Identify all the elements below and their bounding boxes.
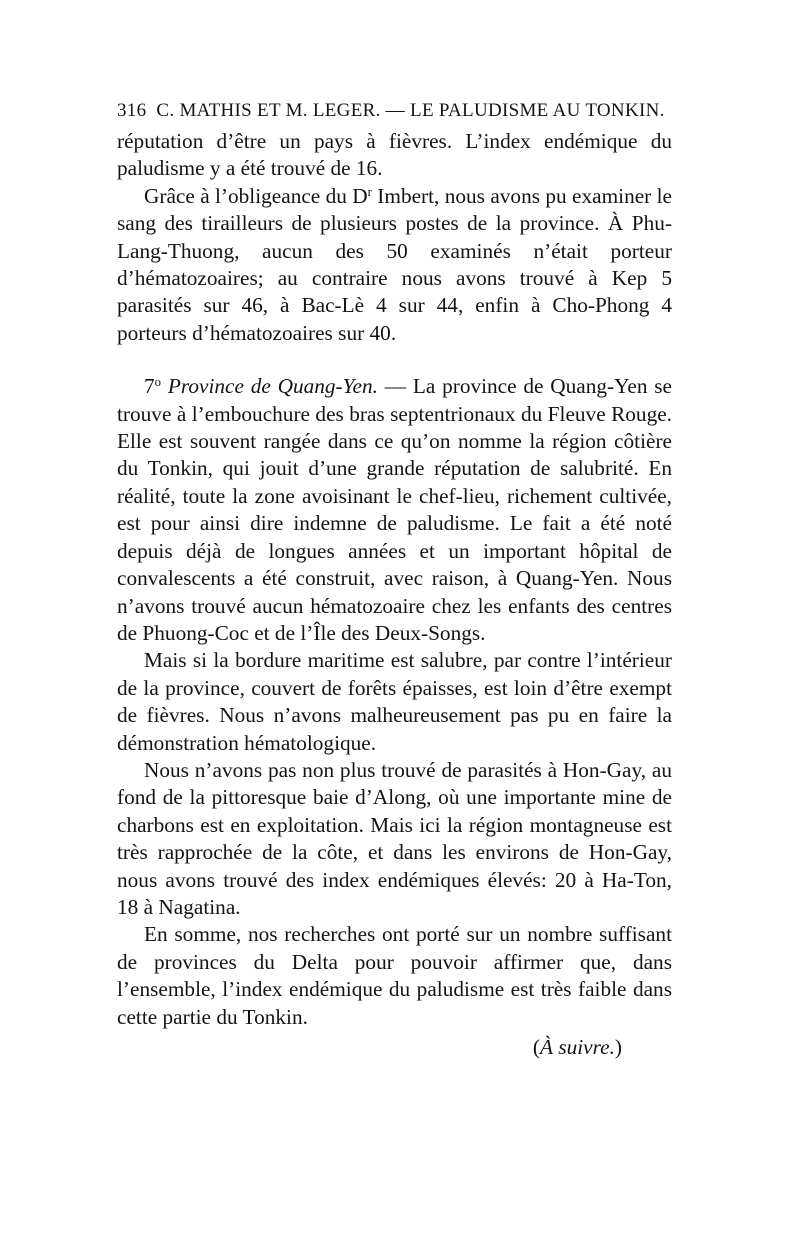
to-be-continued [117,1034,672,1061]
section-quang-yen [117,373,672,647]
paragraph-4 [117,647,672,757]
section-text: — La province de Quang-Yen se trouve à l’embouchure des bras septentrionaux du Fleuve Rouge. Elle est souvent rangée dans ce qu’on nomme la région côtière du Tonkin, qui jouit d’une grande réputation de salubrité. En réalité, toute la zone avoisinant le chef-lieu, richement cultivée, est pour ainsi dire indemne de paludisme. Le fait a été noté depuis déjà de longues années et un important hôpital de convalescents a été construit, avec raison, à Quang-Yen. Nous n’avons trouvé aucun hématozoaire chez les enfants des centres de Phuong-Coc et de l’Île des Deux-Songs. [117,374,672,645]
paragraph-2 [117,183,672,347]
continuation-label: À suivre. [539,1035,615,1059]
body-text [117,128,672,1061]
page-number: 316 [117,100,147,121]
paragraph-1 [117,128,672,183]
paragraph-6-text: En somme, nos recherches ont porté sur un nombre suffisant de provinces du Delta pour pouvoir affirmer que, dans l’ensemble, l’index endémique du paludisme est très faible dans cette partie du Tonkin. [117,922,672,1029]
paragraph-2-text-after: Imbert, nous avons pu examiner le sang des tirailleurs de plusieurs postes de la province. À Phu-Lang-Thuong, aucun des 50 examinés n’était porteur d’hématozoaires; au contraire nous avons trouvé à Kep 5 parasités sur 46, à Bac-Lè 4 sur 44, enfin à Cho-Phong 4 porteurs d’hématozoaires sur 40. [117,183,672,345]
section-title: Province de Quang-Yen. [167,374,378,399]
running-header [117,98,672,124]
doctor-abbrev-superscript: r [367,184,372,199]
paragraph-2-text-before: Grâce à l’obligeance du D [144,183,368,208]
paragraph-5 [117,757,672,921]
continuation-close-paren: ) [614,1035,622,1059]
running-title: C. MATHIS ET M. LEGER. — LE PALUDISME AU TONKIN. [156,100,665,121]
section-number: 7 [144,374,155,399]
section-number-superscript: o [154,375,162,390]
paragraph-4-text: Mais si la bordure maritime est salubre, par contre l’intérieur de la province, couvert de forêts épaisses, est loin d’être exempt de fièvres. Nous n’avons malheureusement pas pu en faire la démonstration hématologique. [117,648,672,755]
paragraph-6 [117,921,672,1031]
paragraph-5-text: Nous n’avons pas non plus trouvé de parasités à Hon-Gay, au fond de la pittoresque baie d’Along, où une importante mine de charbons est en exploitation. Mais ici la région montagneuse est très rapprochée de la côte, et dans les environs de Hon-Gay, nous avons trouvé des index endémiques élevés: 20 à Ha-Ton, 18 à Nagatina. [117,757,672,919]
paragraph-1-text: réputation d’être un pays à fièvres. L’index endémique du paludisme y a été trouvé de 16. [117,129,672,181]
continuation-open-paren: ( [532,1035,540,1059]
